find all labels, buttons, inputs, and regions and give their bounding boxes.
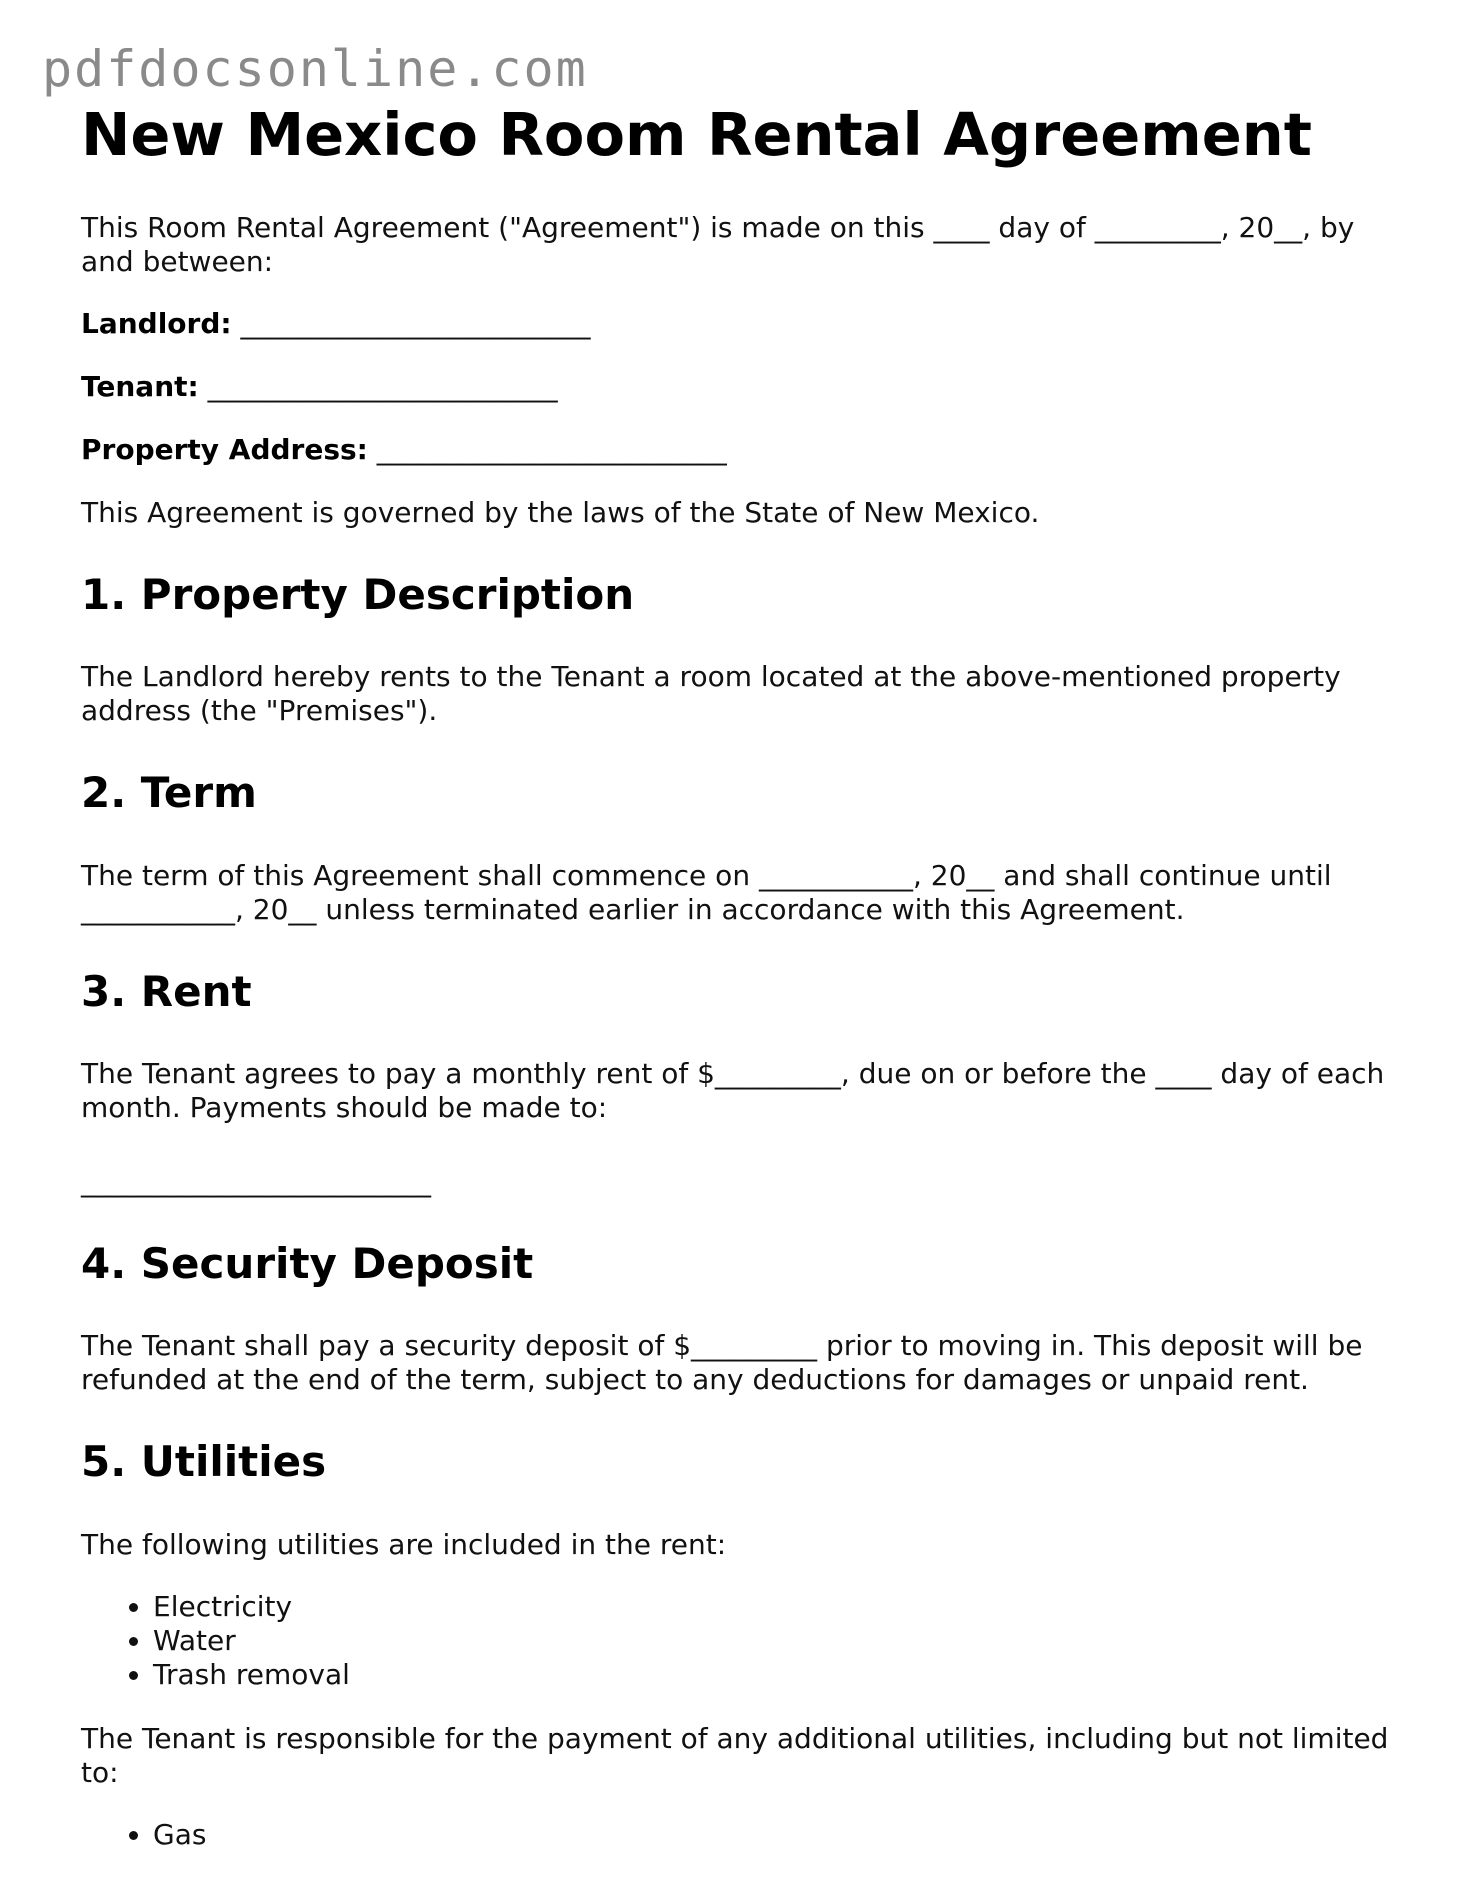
landlord-label: Landlord: (81, 306, 232, 340)
watermark: pdfdocsonline.com (42, 40, 588, 98)
landlord-blank: _________________________ (240, 306, 591, 340)
list-item: • Trash removal (153, 1658, 1401, 1692)
section-heading-deposit: 4. Security Deposit (81, 1238, 534, 1288)
list-item: • Gas (153, 1818, 1401, 1852)
tenant-label: Tenant: (81, 369, 199, 403)
section-body-deposit: The Tenant shall pay a security deposit of $_________ prior to moving in. This deposit will be refunded at the end of the term, subject to any deductions for damages or unpaid rent. (81, 1329, 1363, 1397)
section-heading-term: 2. Term (81, 768, 257, 818)
section-body-property: The Landlord hereby rents to the Tenant a room located at the above-mentioned property address (the "Premises"). (81, 660, 1341, 728)
governing-law-paragraph: This Agreement is governed by the laws of the State of New Mexico. (81, 495, 1040, 529)
property-address-field (81, 433, 1401, 467)
tenant-field (81, 370, 1401, 404)
list-item: • Water (153, 1624, 1401, 1658)
property-address-label: Property Address: (81, 432, 368, 466)
document-body (81, 100, 1401, 1882)
list-item: • Electricity (153, 1590, 1401, 1624)
landlord-field (81, 307, 1401, 341)
page-title: New Mexico Room Rental Agreement (81, 100, 1312, 169)
section-heading-property: 1. Property Description (81, 569, 635, 619)
intro-paragraph: This Room Rental Agreement ("Agreement") is made on this ____ day of _________, 20__, by and between: (81, 210, 1355, 278)
rent-payee-blank: _________________________ (81, 1164, 431, 1198)
utilities-included-list (81, 1590, 1401, 1692)
section-heading-rent: 3. Rent (81, 966, 252, 1016)
utilities-tenant-list (81, 1818, 1401, 1852)
section-body-rent: The Tenant agrees to pay a monthly rent of $_________, due on or before the ____ day of each month. Payments should be made to: (81, 1056, 1385, 1124)
utilities-included-intro: The following utilities are included in the rent: (81, 1527, 727, 1561)
utilities-tenant-intro: The Tenant is responsible for the payment of any additional utilities, including but not limited to: (81, 1721, 1389, 1789)
section-heading-utilities: 5. Utilities (81, 1437, 327, 1487)
section-body-term: The term of this Agreement shall commence on ___________, 20__ and shall continue until ___________, 20__ unless terminated earlier in accordance with this Agreement. (81, 858, 1332, 926)
tenant-blank: _________________________ (207, 369, 558, 403)
property-address-blank: _________________________ (376, 432, 727, 466)
